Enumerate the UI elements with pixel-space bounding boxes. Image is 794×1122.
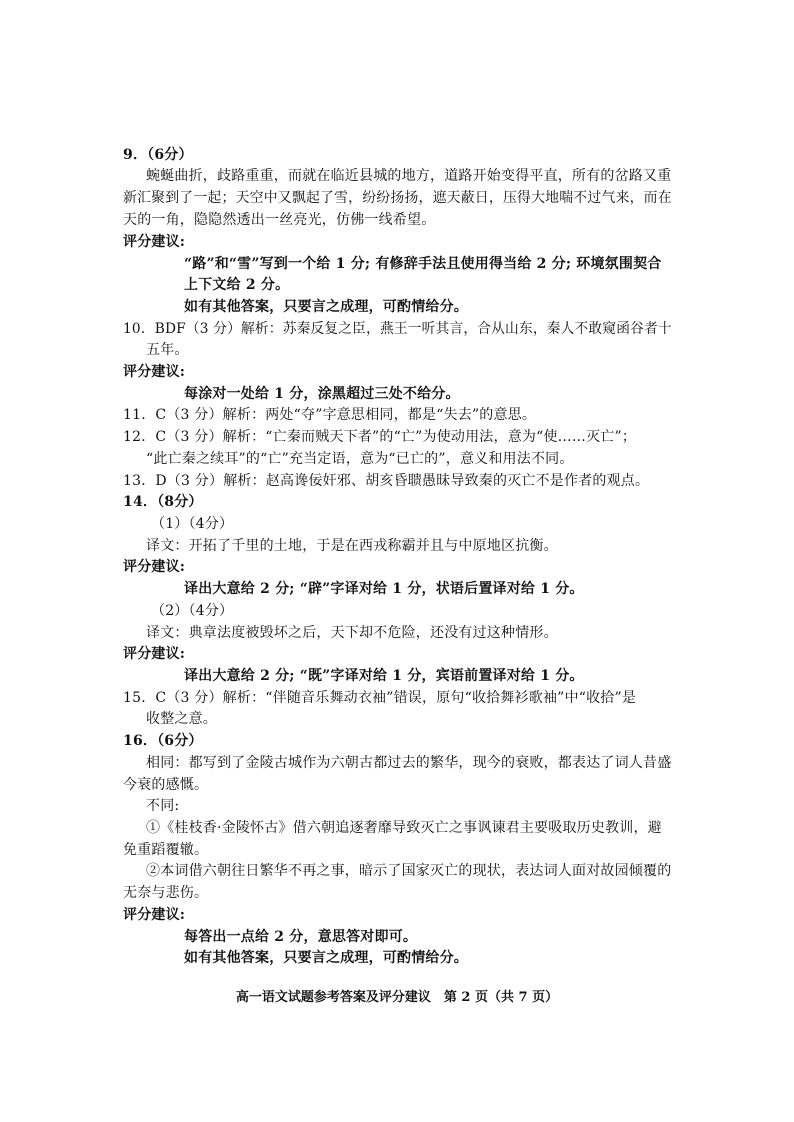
q15-answer-line: 收整之意。: [146, 711, 217, 727]
scoring-label: 评分建议:: [123, 907, 186, 923]
q14-heading: 14．（8分）: [123, 494, 203, 510]
scoring-label: 评分建议:: [123, 364, 186, 380]
q16-answer-line: 免重蹈覆辙。: [123, 842, 209, 858]
q12-answer-line: “此亡秦之续耳”的“亡”充当定语，意为“已亡的”，意义和用法不同。: [146, 451, 574, 467]
q9-answer-line: 天的一角，隐隐然透出一丝亮光，仿佛一线希望。: [123, 212, 436, 228]
q14-scoring-line: 译出大意给 2 分; “辟”字译对给 1 分，状语后置译对给 1 分。: [184, 581, 584, 597]
page-footer: 高一语文试题参考答案及评分建议 第 2 页（共 7 页）: [235, 990, 559, 1005]
q9-heading: 9．（6分）: [123, 147, 193, 163]
q16-answer-line: 无奈与悲伤。: [123, 885, 209, 901]
q14-sub-heading: （2）（4分）: [151, 603, 234, 619]
q16-scoring-line: 每答出一点给 2 分，意思答对即可。: [184, 929, 418, 945]
scoring-label: 评分建议:: [123, 559, 186, 575]
q13-answer-line: 13．D（3 分）解析：赵高谗佞奸邪、胡亥昏聩愚昧导致秦的灭亡不是作者的观点。: [123, 473, 650, 489]
q9-answer-line: 蜿蜒曲折，歧路重重，而就在临近县城的地方，道路开始变得平直，所有的岔路又重: [146, 168, 672, 184]
q11-answer-line: 11．C（3 分）解析：两处“夺”字意思相同，都是“失去”的意思。: [123, 407, 537, 423]
q16-heading: 16．（6分）: [123, 733, 203, 749]
q15-answer-line: 15．C（3 分）解析：“伴随音乐舞动衣袖”错误，原句“收拾舞衫歌袖”中“收拾”是: [123, 690, 637, 706]
q10-answer-line: 五年。: [146, 342, 189, 358]
q16-answer-line: ①《桂枝香·金陵怀古》借六朝追逐奢靡导致灭亡之事讽谏君主要吸取历史教训，避: [146, 820, 662, 836]
scoring-label: 评分建议:: [123, 646, 186, 662]
q14-translation: 译文：典章法度被毁坏之后，天下却不危险，还没有过这种情形。: [146, 625, 558, 641]
q16-answer-line: 相同：都写到了金陵古城作为六朝古都过去的繁华，现今的衰败，都表达了词人昔盛: [146, 755, 672, 771]
q9-scoring-line: “路”和“雪”写到一个给 1 分; 有修辞手法且使用得当给 2 分; 环境氛围契合: [184, 256, 662, 272]
q14-scoring-line: 译出大意给 2 分; “既”字译对给 1 分，宾语前置译对给 1 分。: [184, 668, 584, 684]
scoring-label: 评分建议:: [123, 234, 186, 250]
q9-scoring-line: 上下文给 2 分。: [184, 277, 290, 293]
q14-translation: 译文：开拓了千里的土地，于是在西戎称霸并且与中原地区抗衡。: [146, 538, 558, 554]
q16-scoring-line: 如有其他答案，只要言之成理，可酌情给分。: [184, 950, 468, 966]
q12-answer-line: 12．C（3 分）解析：“亡秦而贼天下者”的“亡”为使动用法，意为“使……灭亡”；: [123, 429, 637, 445]
q16-answer-line: 不同:: [146, 798, 180, 814]
q16-answer-line: ②本词借六朝往日繁华不再之事，暗示了国家灭亡的现状，表达词人面对故园倾覆的: [146, 863, 672, 879]
q9-scoring-line: 如有其他答案，只要言之成理，可酌情给分。: [184, 299, 468, 315]
q16-answer-line: 今衰的感慨。: [123, 777, 209, 793]
q9-answer-line: 新汇聚到了一起；天空中又飘起了雪，纷纷扬扬，遮天蔽日，压得大地喘不过气来，而在: [123, 190, 672, 206]
q10-scoring-line: 每涂对一处给 1 分，涂黑超过三处不给分。: [184, 386, 460, 402]
q10-answer-line: 10．BDF（3 分）解析：苏秦反复之臣，燕王一听其言，合从山东，秦人不敢窥函谷者十: [123, 321, 672, 337]
q14-sub-heading: （1）（4分）: [151, 516, 234, 532]
